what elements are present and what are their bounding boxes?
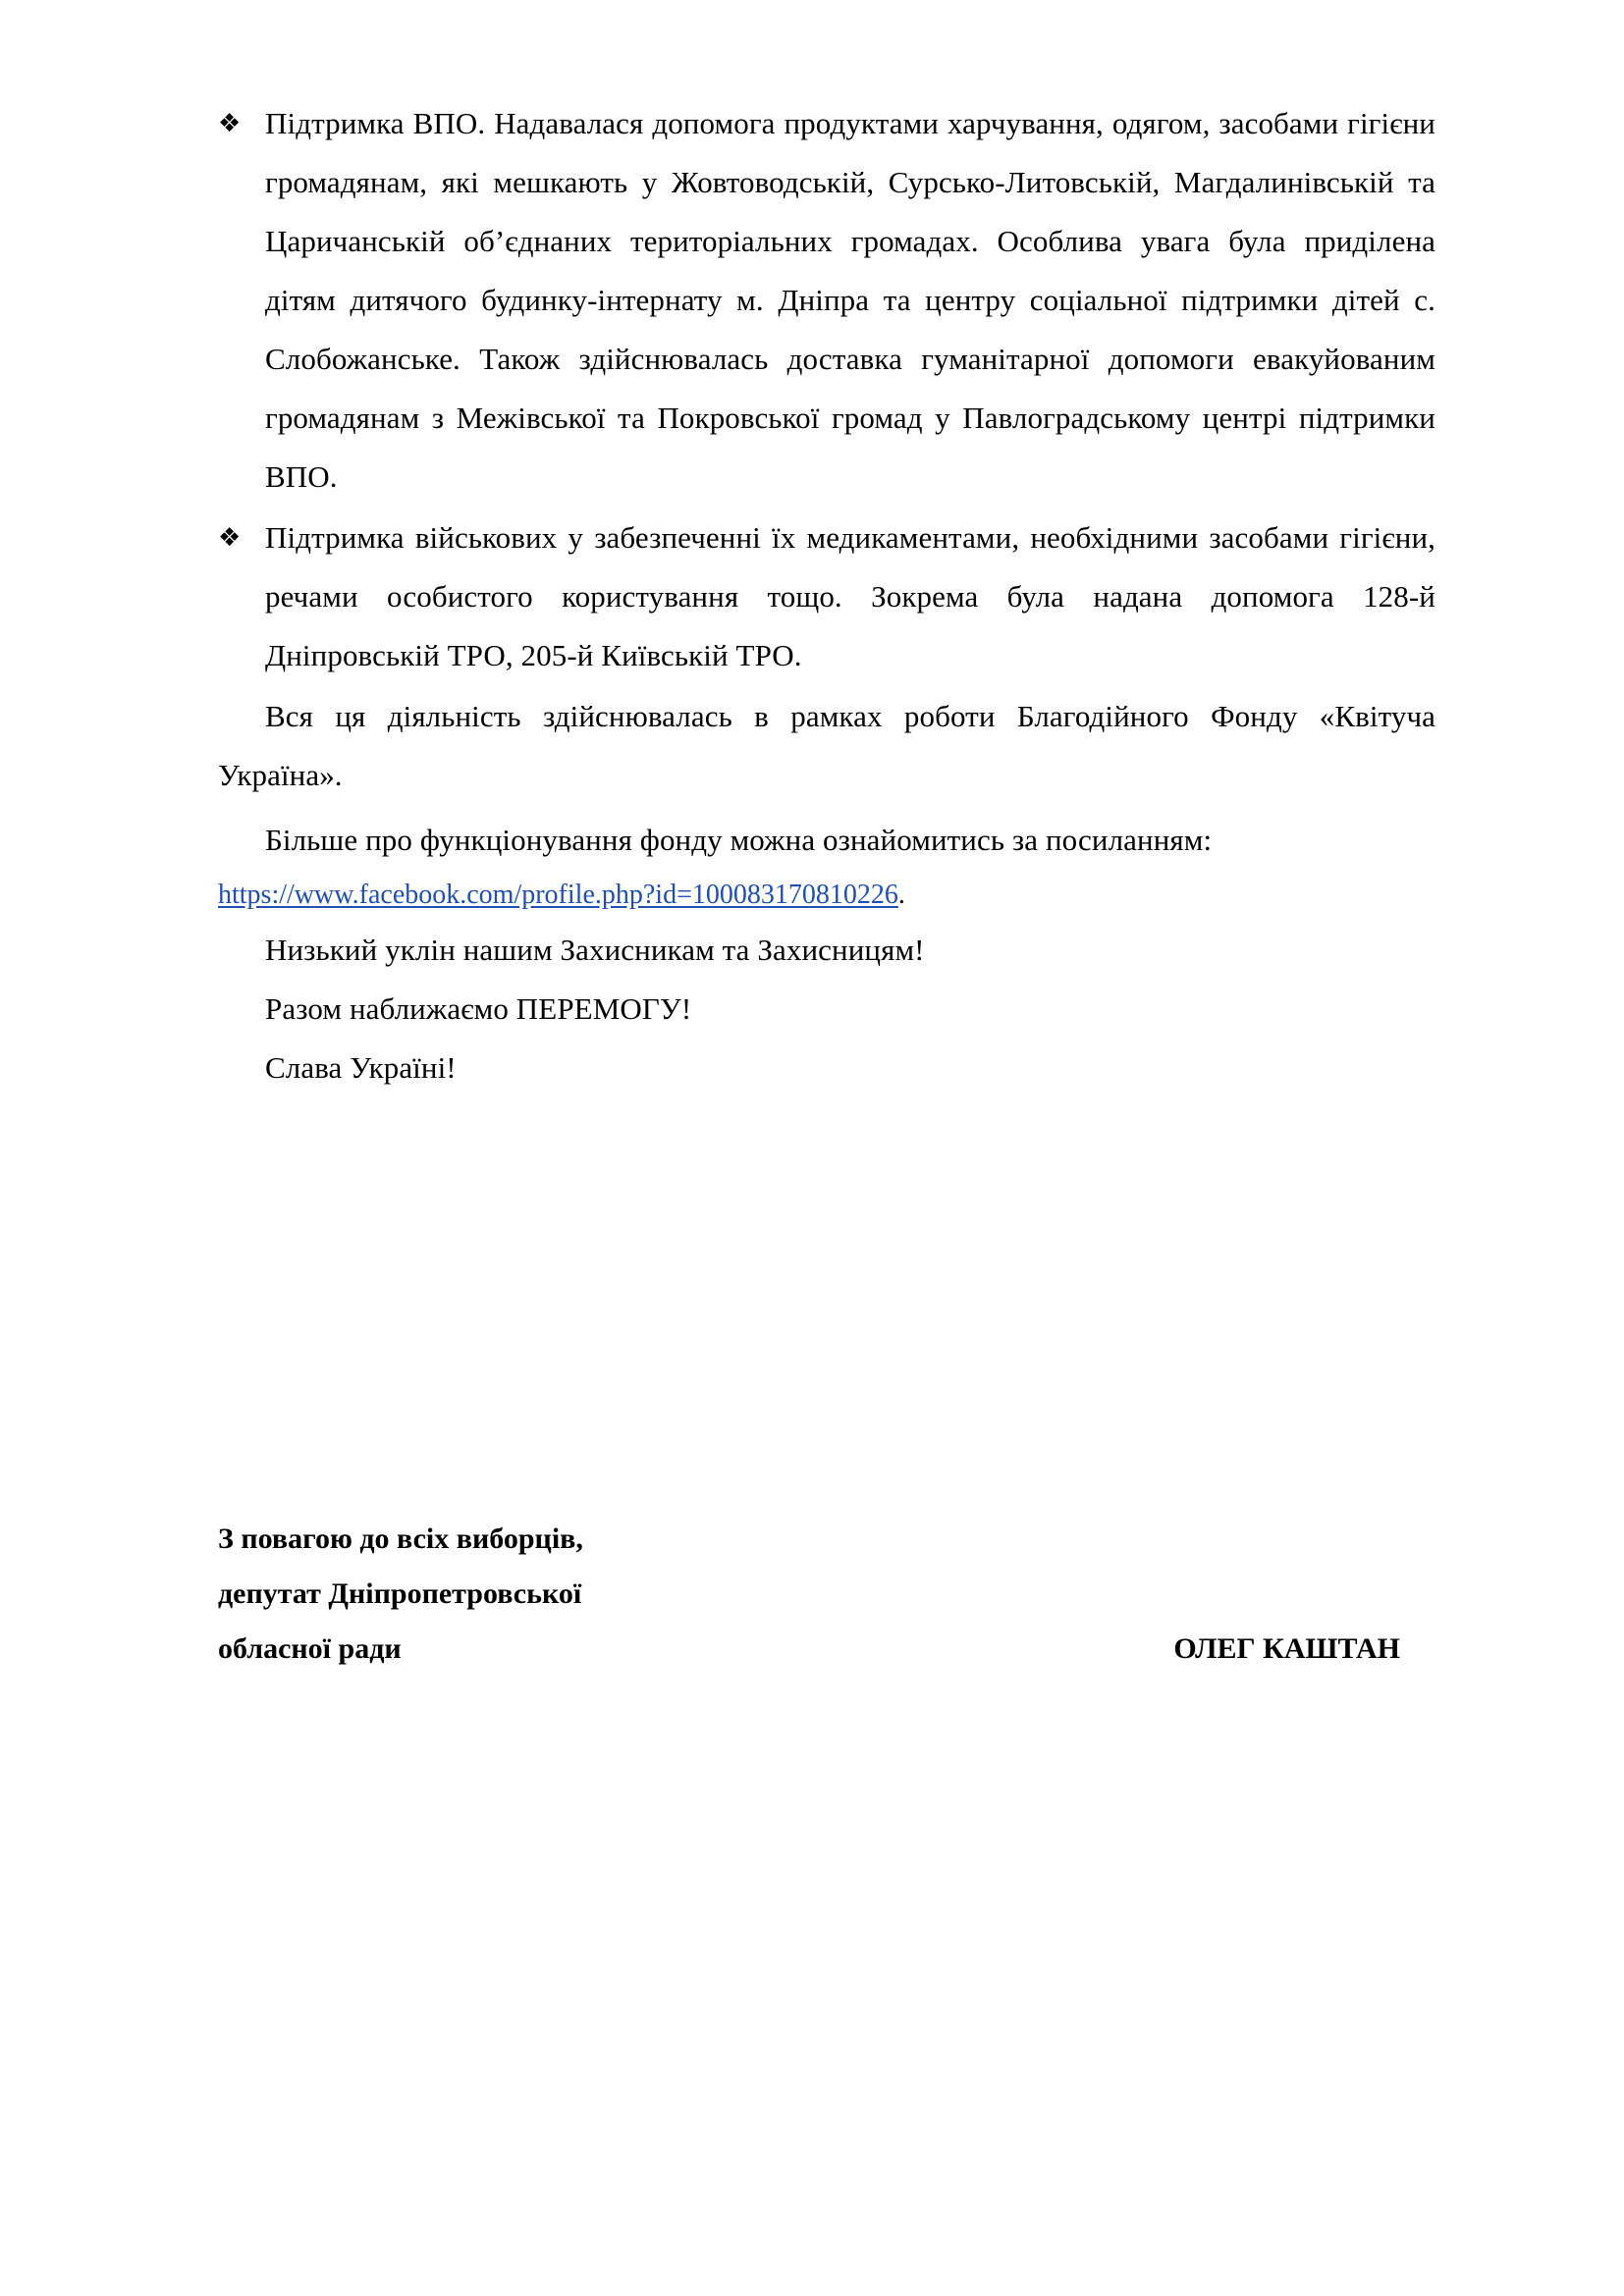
list-item xyxy=(218,94,1435,507)
signature-role-line-1: депутат Дніпропетровської xyxy=(218,1577,582,1610)
diamond-bullet-icon: ❖ xyxy=(218,523,242,553)
signature-role-name-row xyxy=(218,1622,1435,1677)
list-item xyxy=(218,508,1435,685)
link-trailing-period: . xyxy=(897,880,905,910)
paragraph-victory: Разом наближаємо ПЕРЕМОГУ! xyxy=(265,991,692,1026)
signatory-name: ОЛЕГ КАШТАН xyxy=(1173,1632,1400,1665)
diamond-bullet-icon: ❖ xyxy=(218,109,242,138)
paragraph-more-info: Більше про функціонування фонду можна ознайомитись за посиланням: xyxy=(265,823,1213,857)
paragraph-glory: Слава Україні! xyxy=(265,1050,457,1085)
document-body xyxy=(218,94,1435,1097)
facebook-link-line xyxy=(218,870,1435,921)
bullet-item-text: Підтримка військових у забезпеченні їх медикаментами, необхідними засобами гігієни, речами особистого користування тощо. Зокрема була надана допомога 128-й Дніпровській ТРО, 205-й Київській ТРО. xyxy=(265,520,1435,672)
bullet-list xyxy=(218,94,1435,685)
signature-role-line-2: обласної ради xyxy=(218,1632,402,1665)
paragraph-foundation: Вся ця діяльність здійснювалась в рамках роботи Благодійного Фонду «Квітуча Україна». xyxy=(218,699,1435,792)
paragraph-salute: Низький уклін нашим Захисникам та Захисницям! xyxy=(265,933,925,967)
facebook-profile-link[interactable]: https://www.facebook.com/profile.php?id=100083170810226 xyxy=(218,880,898,910)
signature-respect-line: З повагою до всіх виборців, xyxy=(218,1522,583,1555)
signature-block xyxy=(218,1512,1435,1677)
bullet-item-text: Підтримка ВПО. Надавалася допомога продуктами харчування, одягом, засобами гігієни громадянам, які мешкають у Жовтоводській, Сурсько-Литовській, Магдалинівській та Царичанській об’єднаних територіальних громадах. Особлива увага була приділена дітям дитячого будинку-інтернату м. Дніпра та центру соціальної підтримки дітей с. Слобожанське. Також здійснювалась доставка гуманітарної допомоги евакуйованим громадянам з Межівської та Покровської громад у Павлоградському центрі підтримки ВПО. xyxy=(265,106,1435,494)
